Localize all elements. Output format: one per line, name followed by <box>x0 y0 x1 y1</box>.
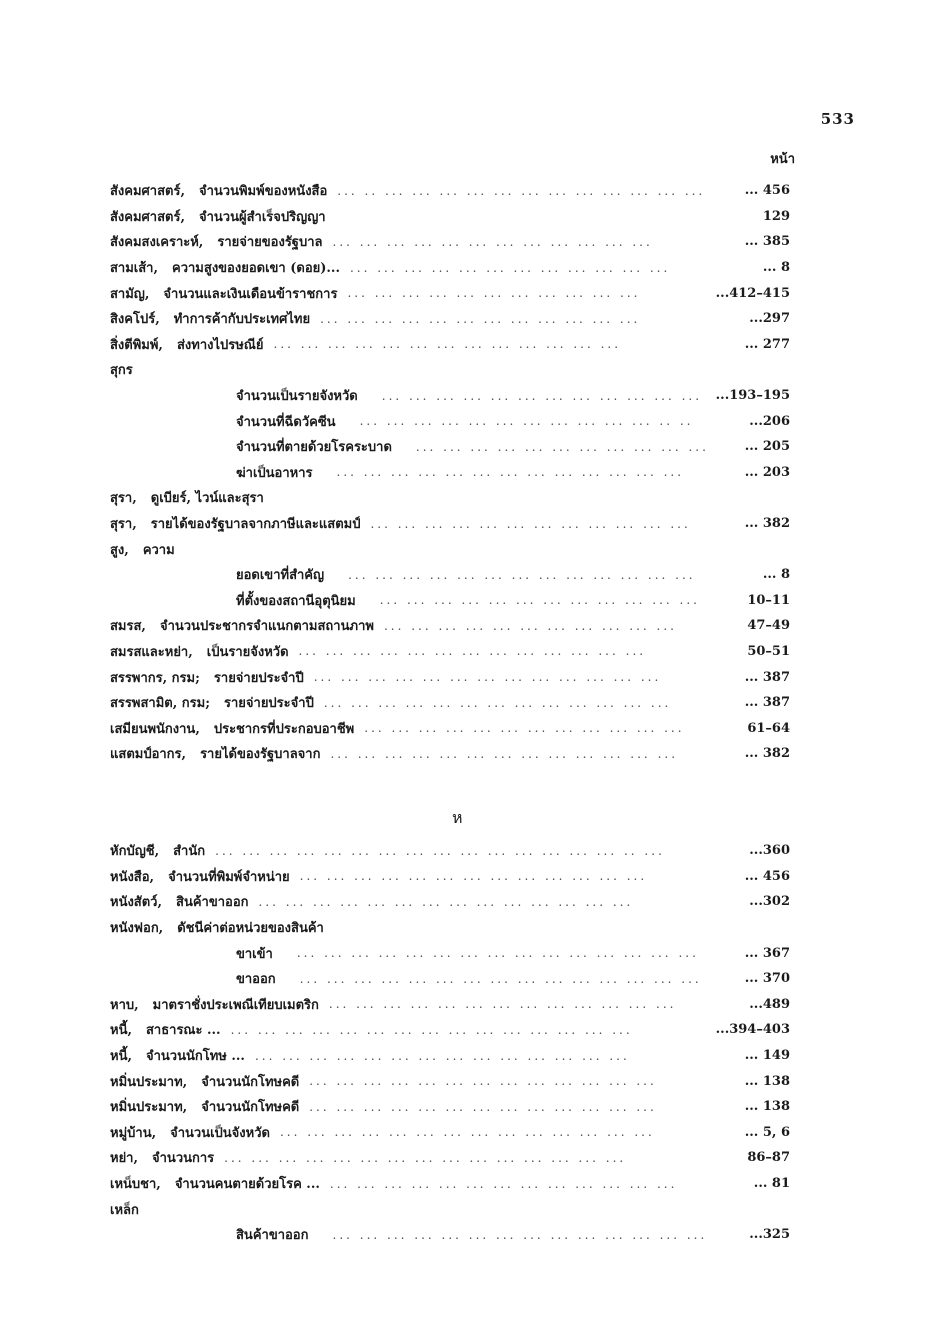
index-term: ยอดเขาที่สำคัญ <box>236 568 325 584</box>
page-number: 533 <box>820 110 855 128</box>
dot-leader: ... ... ... ... ... ... ... ... ... ... ... ... ... ... <box>332 1227 708 1242</box>
index-page-ref: ...360 <box>749 843 790 859</box>
index-term: สังคมศาสตร์, <box>110 184 185 200</box>
index-term: สิงคโปร์, <box>110 312 160 328</box>
index-entry <box>110 357 790 383</box>
index-term: หมิ่นประมาท, <box>110 1074 188 1090</box>
index-subterm: ประชากรที่ประกอบอาชีพ <box>213 721 355 737</box>
index-page-ref: ... 277 <box>744 336 790 352</box>
index-term: หนังสัตว์, <box>110 895 163 911</box>
index-entry <box>110 562 790 588</box>
index-term: หนังสือ, <box>110 869 155 885</box>
index-term: หนังฟอก, <box>110 921 164 937</box>
dot-leader: ... ... ... ... ... ... ... ... ... ... ... ... ... <box>328 997 677 1012</box>
index-subterm: เป็นรายจังหวัด <box>206 644 289 660</box>
index-page-ref: ... 385 <box>744 234 790 250</box>
dot-leader: ... ... ... ... ... ... ... ... ... ... ... ... <box>381 388 703 403</box>
index-page-ref: ... 382 <box>744 746 790 762</box>
index-subterm: รายได้ของรัฐบาลจาก <box>200 747 321 763</box>
index-subterm: จำนวนนักโทษ ... <box>145 1049 245 1065</box>
index-entry <box>110 1222 790 1248</box>
section-letter-heading: ห <box>452 808 463 827</box>
index-page-ref: ...302 <box>749 894 790 910</box>
index-subterm: จำนวนเป็นจังหวัด <box>170 1125 270 1141</box>
index-subterm: ทำการค้ากับประเทศไทย <box>173 312 311 328</box>
index-entry <box>110 966 790 992</box>
index-entry <box>110 889 790 915</box>
index-entry <box>110 536 790 562</box>
index-page-ref: ... 149 <box>744 1048 790 1064</box>
index-term: ขาเข้า <box>236 946 273 962</box>
index-page-ref: 61–64 <box>747 720 790 736</box>
index-entry <box>110 940 790 966</box>
index-term: สังคมสงเคราะห์, <box>110 235 204 251</box>
index-entry <box>110 383 790 409</box>
index-entry <box>110 178 790 204</box>
index-subterm: จำนวนนักโทษคดี <box>201 1074 300 1090</box>
index-subterm: สาธารณะ ... <box>145 1023 221 1039</box>
index-entry <box>110 1120 790 1146</box>
dot-leader: ... ... ... ... ... ... ... ... ... ... ... ... ... ... <box>258 894 634 909</box>
index-subterm: ความ <box>142 542 175 558</box>
index-entry <box>110 715 790 741</box>
index-entry <box>110 229 790 255</box>
index-term: สูง, <box>110 542 129 558</box>
index-term: จำนวนเป็นรายจังหวัด <box>236 389 358 405</box>
index-entry <box>110 639 790 665</box>
index-page-ref: ... 203 <box>744 464 790 480</box>
index-page-ref: 129 <box>762 208 790 224</box>
index-page-ref: ... 387 <box>744 669 790 685</box>
dot-leader: ... ... ... ... ... ... ... ... ... ... ... ... ... ... ... <box>299 971 702 986</box>
index-term: เหน็บชา, <box>110 1177 161 1193</box>
index-page-ref: ... 138 <box>744 1073 790 1089</box>
index-term: สุรา, <box>110 491 137 507</box>
dot-leader: ... ... ... ... ... ... ... ... ... ... ... ... ... <box>298 644 647 659</box>
index-entry <box>110 864 790 890</box>
index-entry <box>110 408 790 434</box>
index-entry <box>110 1145 790 1171</box>
index-entry <box>110 485 790 511</box>
index-term: แสตมป์อากร, <box>110 747 187 763</box>
index-subterm: รายจ่ายประจำปี <box>224 696 314 712</box>
index-entry <box>110 1068 790 1094</box>
index-subterm: รายได้ของรัฐบาลจากภาษีและแสตมป์ <box>150 517 361 533</box>
index-subterm: รายจ่ายประจำปี <box>213 670 304 686</box>
index-page-ref: ...193–195 <box>715 388 790 404</box>
dot-leader: ... ... ... ... ... ... ... ... ... ... ... ... ... <box>330 746 679 761</box>
index-entry <box>110 306 790 332</box>
index-term: สรรพสามิต, กรม; <box>110 696 210 712</box>
dot-leader: ... ... ... ... ... ... ... ... ... ... ... ... ... ... <box>279 1125 655 1140</box>
index-entry <box>110 1196 790 1222</box>
index-term: หมู่บ้าน, <box>110 1125 157 1141</box>
index-term: สมรสและหย่า, <box>110 644 193 660</box>
dot-leader: ... ... ... ... ... ... ... ... ... ... ... ... ... ... ... <box>230 1022 633 1037</box>
index-page-ref: ...206 <box>749 413 790 429</box>
dot-leader: ... ... ... ... ... ... ... ... ... ... ... .. .. <box>359 414 694 429</box>
index-subterm: สำนัก <box>173 844 206 860</box>
index-term: ที่ตั้งของสถานีอุตุนิยม <box>236 593 356 609</box>
index-entry <box>110 460 790 486</box>
index-page-ref: 10–11 <box>747 592 790 608</box>
dot-leader: ... ... ... ... ... ... ... ... ... ... ... ... <box>364 721 685 736</box>
index-term: สุกร <box>110 363 133 379</box>
index-term: สังคมศาสตร์, <box>110 209 185 225</box>
index-entry <box>110 280 790 306</box>
dot-leader: ... ... ... ... ... ... ... ... ... ... ... ... <box>349 260 671 275</box>
dot-leader: ... ... ... ... ... ... ... ... ... ... ... ... ... <box>309 1074 657 1089</box>
index-subterm: ดัชนีค่าต่อหน่วยของสินค้า <box>177 921 324 937</box>
dot-leader: ... ... ... ... ... ... ... ... ... ... ... ... ... <box>336 465 685 480</box>
dot-leader: ... ... ... ... ... ... ... ... ... ... ... ... ... ... ... .. ... <box>215 843 665 858</box>
dot-leader: ... ... ... ... ... ... ... ... ... ... ... ... <box>379 593 700 608</box>
index-term: ขาออก <box>236 972 276 988</box>
index-subterm: จำนวนพิมพ์ของหนังสือ <box>199 184 328 200</box>
index-page-ref: ... 138 <box>744 1099 790 1115</box>
index-entry <box>110 332 790 358</box>
index-term: หาบ, <box>110 997 139 1013</box>
dot-leader: ... ... ... ... ... ... ... ... ... ... ... ... ... <box>273 337 622 352</box>
index-term: เสมียนพนักงาน, <box>110 721 200 737</box>
index-subterm: ความสูงของยอดเขา (ดอย)... <box>172 261 340 277</box>
dot-leader: ... .. ... ... ... ... ... ... ... ... ... ... ... ... <box>337 183 706 198</box>
index-term: หนี้, <box>110 1023 132 1039</box>
index-page-ref: 47–49 <box>747 618 790 634</box>
index-term: หักบัญชี, <box>110 844 160 860</box>
index-entry <box>110 204 790 230</box>
index-term: สรรพากร, กรม; <box>110 670 200 686</box>
page-column-label: หน้า <box>770 152 795 167</box>
index-section-so <box>110 178 790 767</box>
index-subterm: มาตราชั่งประเพณีเทียบเมตริก <box>152 997 319 1013</box>
index-subterm: จำนวนและเงินเดือนข้าราชการ <box>163 286 338 302</box>
index-page-ref: ... 8 <box>762 567 790 583</box>
index-entry <box>110 511 790 537</box>
index-subterm: จำนวนนักโทษคดี <box>201 1100 300 1116</box>
index-entry <box>110 741 790 767</box>
index-page-ref: ... 456 <box>744 183 790 199</box>
index-entry <box>110 664 790 690</box>
index-page-ref: ... 205 <box>744 439 790 455</box>
index-term: หย่า, <box>110 1151 139 1167</box>
index-entry <box>110 915 790 941</box>
dot-leader: ... ... ... ... ... ... ... ... ... ... ... ... ... <box>313 670 662 685</box>
index-term: ฆ่าเป็นอาหาร <box>236 465 313 481</box>
index-entry <box>110 690 790 716</box>
dot-leader: ... ... ... ... ... ... ... ... ... ... ... <box>383 618 677 633</box>
index-page-ref: ...412–415 <box>715 285 790 301</box>
index-subterm: จำนวนการ <box>152 1151 215 1167</box>
index-entry <box>110 1094 790 1120</box>
index-entry <box>110 434 790 460</box>
index-entry <box>110 992 790 1018</box>
index-page-ref: 86–87 <box>747 1150 790 1166</box>
index-section-ho <box>110 838 790 1248</box>
index-entry <box>110 838 790 864</box>
index-page-ref: 50–51 <box>747 643 790 659</box>
index-entry <box>110 588 790 614</box>
index-page-ref: ...394–403 <box>715 1022 790 1038</box>
index-subterm: ดูเบียร์, ไวน์และสุรา <box>150 491 264 507</box>
dot-leader: ... ... ... ... ... ... ... ... ... ... ... ... ... <box>299 869 648 884</box>
index-subterm: สินค้าขาออก <box>176 895 249 911</box>
index-page-ref: ... 81 <box>753 1176 790 1192</box>
index-term: หมิ่นประมาท, <box>110 1100 188 1116</box>
index-page-ref: ... 5, 6 <box>744 1124 790 1140</box>
index-term: สินค้าขาออก <box>236 1228 309 1244</box>
index-page-ref: ... 387 <box>744 695 790 711</box>
index-entry <box>110 613 790 639</box>
dot-leader: ... ... ... ... ... ... ... ... ... ... ... ... ... ... <box>254 1048 630 1063</box>
index-page-ref: ...489 <box>749 996 790 1012</box>
dot-leader: ... ... ... ... ... ... ... ... ... ... ... ... ... ... ... <box>224 1150 627 1165</box>
dot-leader: ... ... ... ... ... ... ... ... ... ... ... <box>347 286 641 301</box>
index-page-ref: ... 456 <box>744 868 790 884</box>
dot-leader: ... ... ... ... ... ... ... ... ... ... ... ... ... <box>329 1176 678 1191</box>
index-subterm: จำนวนประชากรจำแนกตามสถานภาพ <box>159 619 374 635</box>
index-term: สุรา, <box>110 517 137 533</box>
dot-leader: ... ... ... ... ... ... ... ... ... ... ... ... ... ... ... <box>296 946 699 961</box>
index-page-ref: ... 382 <box>744 516 790 532</box>
index-term: สิ่งตีพิมพ์, <box>110 337 163 353</box>
index-term: จำนวนที่ฉีดวัคซีน <box>236 414 336 430</box>
index-term: จำนวนที่ตายด้วยโรคระบาด <box>236 440 392 456</box>
dot-leader: ... ... ... ... ... ... ... ... ... ... ... ... <box>332 234 653 249</box>
dot-leader: ... ... ... ... ... ... ... ... ... ... ... ... <box>370 516 691 531</box>
index-term: หนี้, <box>110 1049 132 1065</box>
dot-leader: ... ... ... ... ... ... ... ... ... ... ... ... ... <box>323 695 672 710</box>
dot-leader: ... ... ... ... ... ... ... ... ... ... ... <box>415 439 709 454</box>
index-page-ref: ...325 <box>749 1227 790 1243</box>
index-term: สามเส้า, <box>110 261 159 277</box>
dot-leader: ... ... ... ... ... ... ... ... ... ... ... ... <box>320 311 641 326</box>
index-entry <box>110 1017 790 1043</box>
index-subterm: จำนวนที่พิมพ์จำหน่าย <box>168 869 290 885</box>
index-entry <box>110 1171 790 1197</box>
index-subterm: จำนวนผู้สำเร็จปริญญา <box>199 209 326 225</box>
index-page-ref: ... 8 <box>762 260 790 276</box>
index-subterm: ส่งทางไปรษณีย์ <box>176 337 264 353</box>
index-subterm: รายจ่ายของรัฐบาล <box>217 235 323 251</box>
index-page-ref: ... 370 <box>744 971 790 987</box>
dot-leader: ... ... ... ... ... ... ... ... ... ... ... ... ... <box>348 567 696 582</box>
index-subterm: จำนวนคนตายด้วยโรค ... <box>174 1177 320 1193</box>
index-page-ref: ...297 <box>749 311 790 327</box>
index-term: เหล็ก <box>110 1202 139 1218</box>
index-term: สมรส, <box>110 619 146 635</box>
index-entry <box>110 1043 790 1069</box>
index-page-ref: ... 367 <box>744 945 790 961</box>
index-entry <box>110 255 790 281</box>
index-term: สามัญ, <box>110 286 150 302</box>
dot-leader: ... ... ... ... ... ... ... ... ... ... ... ... ... <box>309 1099 657 1114</box>
